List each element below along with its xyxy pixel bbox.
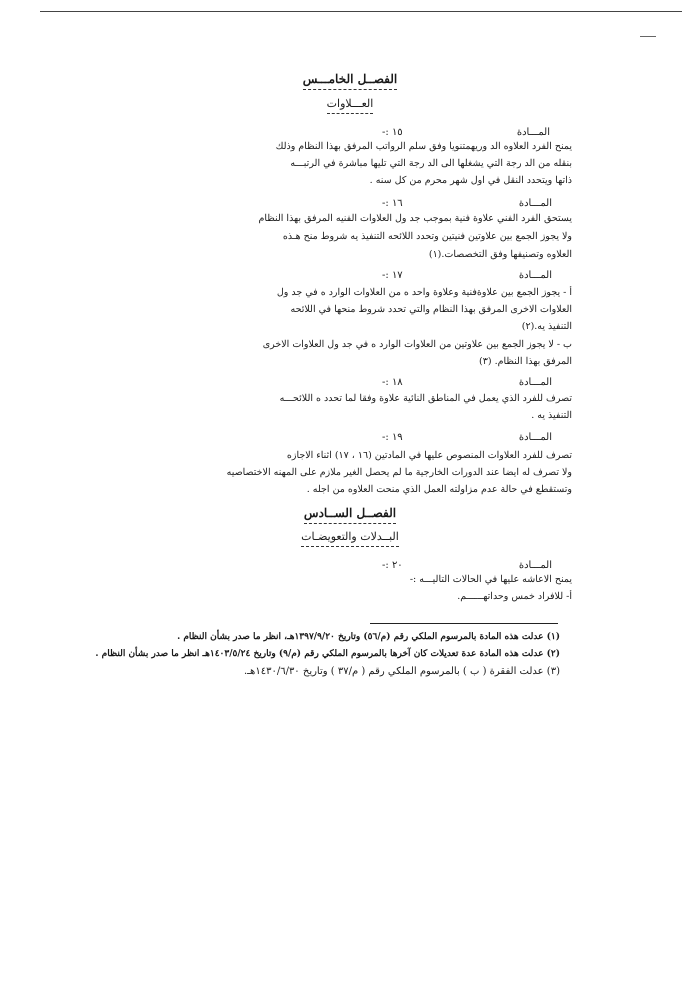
article-20-label: المـــادة	[518, 560, 552, 571]
footnote-1: (١) عدلت هذه المادة بالمرسوم الملكي رقم (م/٥٦) وتاريخ ١٣٩٧/٩/٢٠هـ، انظر ما صدر بشأن النظام .	[177, 632, 560, 642]
article-16-number: ١٦ :-	[382, 198, 403, 209]
article-15-line-1: يمنح الفرد العلاوه الد وريهمتنويا وفق سلم الرواتب المرفق بهذا النظام وذلك	[275, 141, 572, 152]
article-20-number: ٢٠ :-	[382, 560, 403, 571]
article-17-number: ١٧ :-	[382, 270, 403, 281]
article-16-line-3: العلاوه وتصنيفها وفق التخصصات.(١)	[428, 249, 572, 260]
article-15-line-3: ذاتها ويتحدد النقل في اول شهر محرم من كل سنه .	[369, 175, 572, 186]
article-16-label: المـــادة	[518, 198, 552, 209]
article-15-label: المـــادة	[516, 127, 550, 138]
article-17-label: المـــادة	[518, 270, 552, 281]
article-17-line-1: أ - يجوز الجمع بين علاوةفنية وعلاوة واحد ه من العلاوات الوارد ه في جد ول	[276, 287, 572, 298]
footnote-3: (٣) عدلت الفقرة ( ب ) بالمرسوم الملكي رقم ( م/٣٧ ) وتاريخ ١٤٣٠/٦/٣٠هـ.	[243, 666, 560, 677]
article-16-line-1: يستحق الفرد الفني علاوة فنية بموجب جد ول العلاوات الفنيه المرفق بهذا النظام	[258, 213, 572, 224]
article-17-line-3: التنفيذ يه.(٢)	[521, 321, 572, 332]
chapter-6-title: الفصــل الســادس	[0, 506, 700, 524]
chapter-5-subtitle: العـــلاوات	[0, 97, 700, 114]
article-19-line-3: وتستقطع في حالة عدم مزاولته العمل الذي منحت العلاوه من اجله .	[306, 484, 572, 495]
article-19-line-2: ولا تصرف له ايضا عند الدورات الخارجية ما لم يحصل الغير ملازم على المهنه الاختصاصيه	[226, 467, 572, 478]
chapter-5-title: الفصــل الخامـــس	[0, 72, 700, 90]
article-18-label: المـــادة	[518, 377, 552, 388]
article-19-number: ١٩ :-	[382, 432, 403, 443]
article-16-line-2: ولا يجوز الجمع بين علاوتين فنيتين وتحدد اللائحه التنفيذ يه شروط منح هـذه	[282, 231, 572, 242]
corner-mark	[640, 36, 656, 37]
article-17-line-4: ب - لا يجوز الجمع بين علاوتين من العلاوات الوارد ه في جد ول العلاوات الاخرى	[262, 339, 572, 350]
chapter-6-subtitle: البــدلات والتعويضـات	[0, 530, 700, 547]
article-19-line-1: تصرف للفرد العلاوات المنصوص عليها في المادتين (١٦ ، ١٧) اثناء الاجازه	[286, 450, 572, 461]
article-18-number: ١٨ :-	[382, 377, 403, 388]
article-17-line-5: المرفق بهذا النظام. (٣)	[479, 356, 572, 367]
footnote-separator	[370, 623, 558, 624]
footnote-2: (٢) عدلت هذه المادة عدة تعديلات كان آخرها بالمرسوم الملكي رقم (م/٩) وتاريخ ١٤٠٣/٥/٢٤هـ انظر ما صدر بشأن النظام .	[95, 649, 560, 659]
article-15-line-2: بنقله من الد رجة التي يشغلها الى الد رجة التي تليها مباشرة في الرتبـــه	[290, 158, 572, 169]
article-17-line-2: العلاوات الاخرى المرفق بهذا النظام والتي تحدد شروط منحها في اللائحه	[290, 304, 572, 315]
article-20-line-2: أ- للافراد خمس وحداتهــــــم.	[457, 591, 572, 602]
article-15-number: ١٥ :-	[382, 127, 403, 138]
article-20-line-1: يمنح الاعاشه عليها في الحالات التاليـــه :-	[409, 574, 572, 585]
article-18-line-2: التنفيذ يه .	[531, 410, 572, 421]
article-19-label: المـــادة	[518, 432, 552, 443]
top-border-line	[40, 11, 682, 12]
article-18-line-1: تصرف للفرد الذي يعمل في المناطق النائية علاوة وفقا لما تحدد ه اللائحـــه	[279, 393, 572, 404]
